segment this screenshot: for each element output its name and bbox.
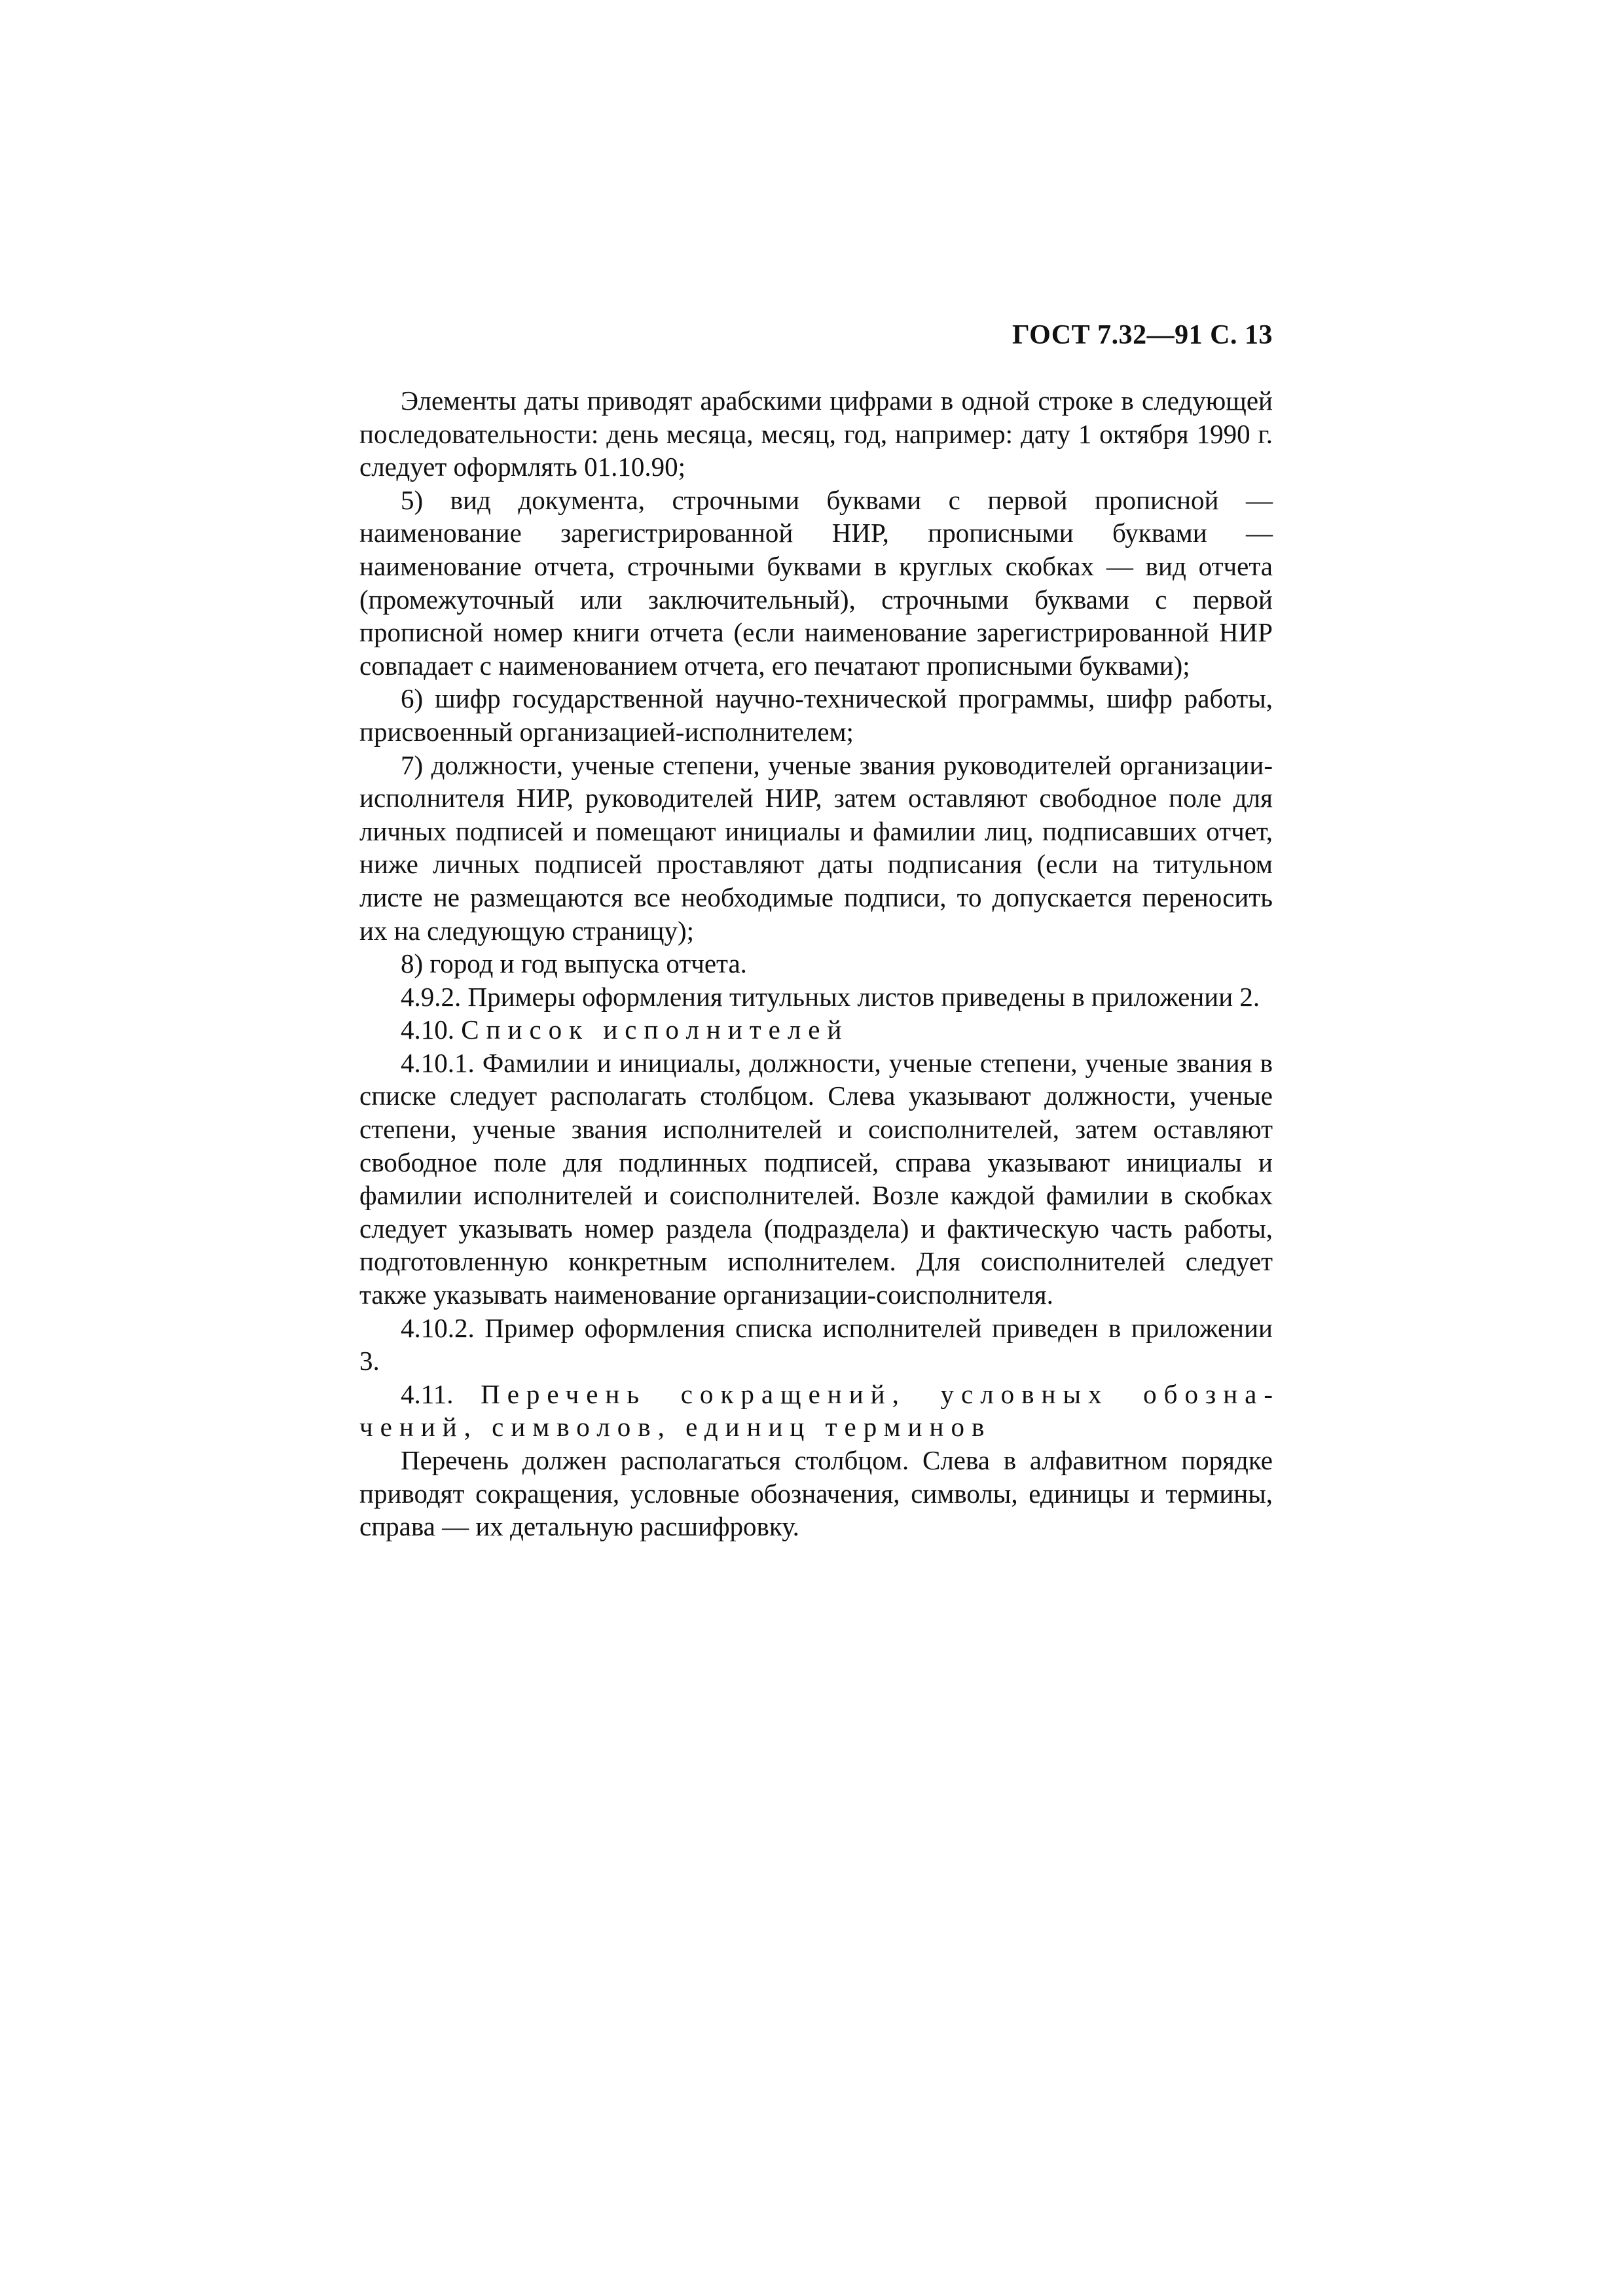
paragraph-4-10-2: 4.10.2. Пример оформления списка исполнителей приведен в приложении 3. xyxy=(359,1312,1273,1376)
section-title: Список исполнителей xyxy=(461,1014,849,1045)
page-header: ГОСТ 7.32—91 С. 13 xyxy=(1012,320,1273,350)
paragraph-4-10-1: 4.10.1. Фамилии и инициалы, должности, ученые степени, ученые звания в списке следует располагать столбцом. Слева указывают должности, ученые степени, ученые звания исполнителей и соисполнителей, затем оставляют свободное поле для подлинных подписей, справа указывают инициалы и фамилии исполнителей и соисполнителей. Возле каждой фамилии в скобках следует указывать номер раздела (подраздела) и фактическую часть работы, подготовленную конкретным исполнителем. Для соисполнителей следует также указывать наименование организации-соисполнителя. xyxy=(359,1047,1273,1310)
section-title: Перечень сокращений, условных обозначений, символов, единиц терминов xyxy=(359,1378,1273,1443)
section-number: 4.10. xyxy=(401,1014,454,1045)
paragraph-4-9-2: 4.9.2. Примеры оформления титульных листов приведены в приложении 2. xyxy=(401,981,1260,1012)
section-heading-4-11 xyxy=(359,1378,1273,1444)
paragraph-item-5: 5) вид документа, строчными буквами с первой прописной — наименование зарегистрированной НИР, прописными буквами — наименование отчета, строчными буквами в круглых скобках — вид отчета (промежуточный или заключительный), строчными буквами с первой прописной номер книги отчета (если наименование зарегистрированной НИР совпадает с наименованием отчета, его печатают прописными буквами); xyxy=(359,484,1273,681)
document-body xyxy=(359,384,1273,1543)
paragraph-item-8: 8) город и год выпуска отчета. xyxy=(401,948,747,979)
section-number: 4.11. xyxy=(401,1378,454,1409)
paragraph-abbreviations: Перечень должен располагаться столбцом. Слева в алфавитном порядке приводят сокращения, условные обозначения, символы, единицы и термины, справа — их детальную расшифровку. xyxy=(359,1445,1273,1542)
paragraph-date-elements: Элементы даты приводят арабскими цифрами в одной строке в следующей последовательности: день месяца, месяц, год, например: дату 1 октября 1990 г. следует оформлять 01.10.90; xyxy=(359,386,1273,482)
paragraph-item-7: 7) должности, ученые степени, ученые звания руководителей организации-исполнителя НИР, руководителей НИР, затем оставляют свободное поле для личных подписей и помещают инициалы и фамилии лиц, подписавших отчет, ниже личных подписей проставляют даты подписания (если на титульном листе не размещаются все необходимые подписи, то допускается переносить их на следующую страницу); xyxy=(359,749,1273,946)
paragraph-item-6: 6) шифр государственной научно-технической программы, шифр работы, присвоенный организацией-исполнителем; xyxy=(359,683,1273,747)
section-heading-4-10 xyxy=(359,1013,1273,1047)
